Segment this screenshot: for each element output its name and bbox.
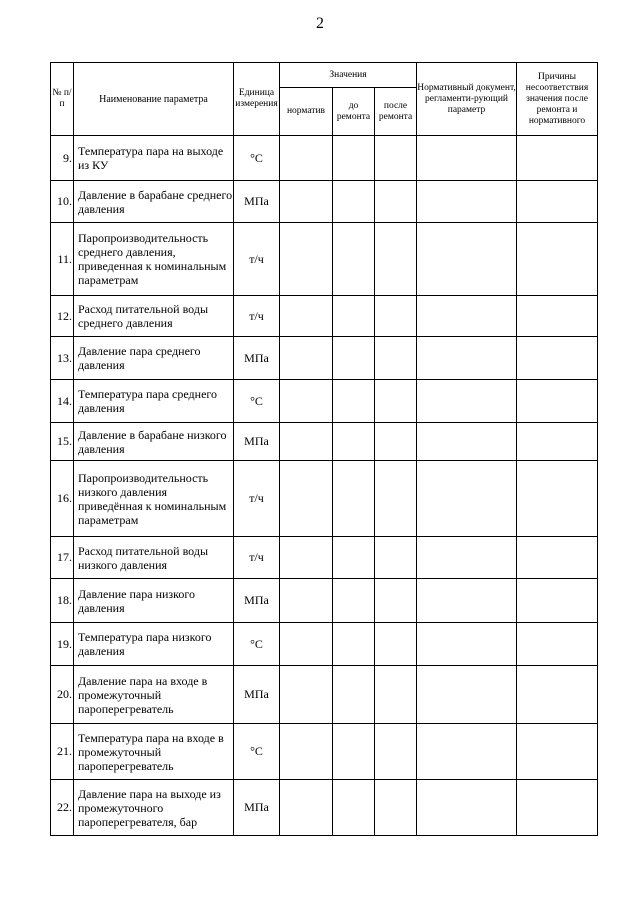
table-row <box>51 537 598 579</box>
cell-reasons <box>517 623 598 666</box>
cell-reasons <box>517 181 598 223</box>
row-name: Давление в барабане низкого давления <box>74 423 234 461</box>
cell-reasons <box>517 423 598 461</box>
cell-reasons <box>517 380 598 423</box>
row-num: 16. <box>51 461 74 537</box>
table-row <box>51 136 598 181</box>
row-unit: т/ч <box>234 537 280 579</box>
row-name: Паропроизводительность среднего давления, приведенная к номинальным параметрам <box>74 223 234 296</box>
row-name: Давление в барабане среднего давления <box>74 181 234 223</box>
cell-norm <box>280 181 333 223</box>
cell-before <box>333 181 375 223</box>
row-unit: т/ч <box>234 296 280 337</box>
row-unit: МПа <box>234 423 280 461</box>
row-unit: т/ч <box>234 223 280 296</box>
cell-reasons <box>517 780 598 836</box>
cell-doc <box>417 537 517 579</box>
header-name: Наименование параметра <box>74 63 234 136</box>
cell-doc <box>417 780 517 836</box>
cell-doc <box>417 337 517 380</box>
header-after: после ремонта <box>375 88 417 136</box>
cell-norm <box>280 223 333 296</box>
row-unit: МПа <box>234 666 280 724</box>
row-num: 9. <box>51 136 74 181</box>
row-name: Температура пара низкого давления <box>74 623 234 666</box>
cell-norm <box>280 337 333 380</box>
cell-norm <box>280 579 333 623</box>
row-num: 19. <box>51 623 74 666</box>
cell-doc <box>417 380 517 423</box>
cell-norm <box>280 136 333 181</box>
cell-reasons <box>517 537 598 579</box>
table-row <box>51 579 598 623</box>
row-unit: МПа <box>234 337 280 380</box>
cell-before <box>333 780 375 836</box>
header-values: Значения <box>280 63 417 88</box>
cell-after <box>375 223 417 296</box>
cell-after <box>375 724 417 780</box>
cell-after <box>375 337 417 380</box>
row-name: Температура пара среднего давления <box>74 380 234 423</box>
cell-before <box>333 461 375 537</box>
cell-before <box>333 666 375 724</box>
row-num: 15. <box>51 423 74 461</box>
cell-before <box>333 724 375 780</box>
table-row <box>51 181 598 223</box>
row-num: 17. <box>51 537 74 579</box>
cell-norm <box>280 423 333 461</box>
table-row <box>51 337 598 380</box>
row-unit: °C <box>234 623 280 666</box>
cell-before <box>333 537 375 579</box>
cell-before <box>333 623 375 666</box>
table-row <box>51 666 598 724</box>
row-name: Давление пара на входе в промежуточный пароперегреватель <box>74 666 234 724</box>
cell-after <box>375 623 417 666</box>
cell-after <box>375 380 417 423</box>
table-row <box>51 380 598 423</box>
cell-before <box>333 296 375 337</box>
cell-doc <box>417 423 517 461</box>
cell-after <box>375 537 417 579</box>
cell-reasons <box>517 223 598 296</box>
cell-doc <box>417 223 517 296</box>
row-name: Расход питательной воды среднего давления <box>74 296 234 337</box>
row-unit: т/ч <box>234 461 280 537</box>
cell-norm <box>280 537 333 579</box>
cell-norm <box>280 623 333 666</box>
cell-norm <box>280 461 333 537</box>
row-name: Давление пара на выходе из промежуточного пароперегревателя, бар <box>74 780 234 836</box>
cell-doc <box>417 136 517 181</box>
row-unit: °C <box>234 136 280 181</box>
row-num: 11. <box>51 223 74 296</box>
row-num: 18. <box>51 579 74 623</box>
cell-norm <box>280 666 333 724</box>
row-name: Паропроизводительность низкого давления приведённая к номинальным параметрам <box>74 461 234 537</box>
cell-after <box>375 181 417 223</box>
cell-doc <box>417 724 517 780</box>
cell-before <box>333 337 375 380</box>
cell-after <box>375 780 417 836</box>
cell-reasons <box>517 724 598 780</box>
cell-norm <box>280 380 333 423</box>
row-num: 14. <box>51 380 74 423</box>
row-name: Температура пара на входе в промежуточный пароперегреватель <box>74 724 234 780</box>
cell-before <box>333 136 375 181</box>
parameters-table <box>50 62 598 836</box>
cell-norm <box>280 724 333 780</box>
row-num: 10. <box>51 181 74 223</box>
table-row <box>51 223 598 296</box>
row-unit: МПа <box>234 181 280 223</box>
row-name: Давление пара низкого давления <box>74 579 234 623</box>
row-num: 20. <box>51 666 74 724</box>
cell-after <box>375 296 417 337</box>
cell-after <box>375 461 417 537</box>
cell-before <box>333 223 375 296</box>
cell-doc <box>417 579 517 623</box>
cell-after <box>375 579 417 623</box>
table-row <box>51 724 598 780</box>
row-unit: МПа <box>234 780 280 836</box>
row-num: 13. <box>51 337 74 380</box>
header-num: № п/п <box>51 63 74 136</box>
cell-reasons <box>517 461 598 537</box>
header-doc: Нормативный документ, регламенти-рующий параметр <box>417 63 517 136</box>
row-unit: °C <box>234 380 280 423</box>
header-before: до ремонта <box>333 88 375 136</box>
table-row <box>51 461 598 537</box>
cell-reasons <box>517 296 598 337</box>
row-name: Давление пара среднего давления <box>74 337 234 380</box>
cell-after <box>375 666 417 724</box>
header-unit: Единица измерения <box>234 63 280 136</box>
row-name: Расход питательной воды низкого давления <box>74 537 234 579</box>
row-num: 12. <box>51 296 74 337</box>
cell-norm <box>280 780 333 836</box>
cell-doc <box>417 623 517 666</box>
row-num: 22. <box>51 780 74 836</box>
cell-before <box>333 579 375 623</box>
cell-doc <box>417 461 517 537</box>
cell-doc <box>417 666 517 724</box>
row-name: Температура пара на выходе из КУ <box>74 136 234 181</box>
cell-reasons <box>517 337 598 380</box>
header-reasons: Причины несоответствия значения после ремонта и нормативного <box>517 63 598 136</box>
cell-before <box>333 423 375 461</box>
cell-reasons <box>517 579 598 623</box>
cell-before <box>333 380 375 423</box>
table-row <box>51 296 598 337</box>
table-row <box>51 623 598 666</box>
cell-after <box>375 136 417 181</box>
cell-doc <box>417 181 517 223</box>
row-unit: °C <box>234 724 280 780</box>
table-row <box>51 423 598 461</box>
cell-doc <box>417 296 517 337</box>
cell-norm <box>280 296 333 337</box>
cell-reasons <box>517 666 598 724</box>
header-norm: норматив <box>280 88 333 136</box>
cell-reasons <box>517 136 598 181</box>
row-unit: МПа <box>234 579 280 623</box>
page-number: 2 <box>316 15 324 32</box>
row-num: 21. <box>51 724 74 780</box>
table-row <box>51 780 598 836</box>
cell-after <box>375 423 417 461</box>
